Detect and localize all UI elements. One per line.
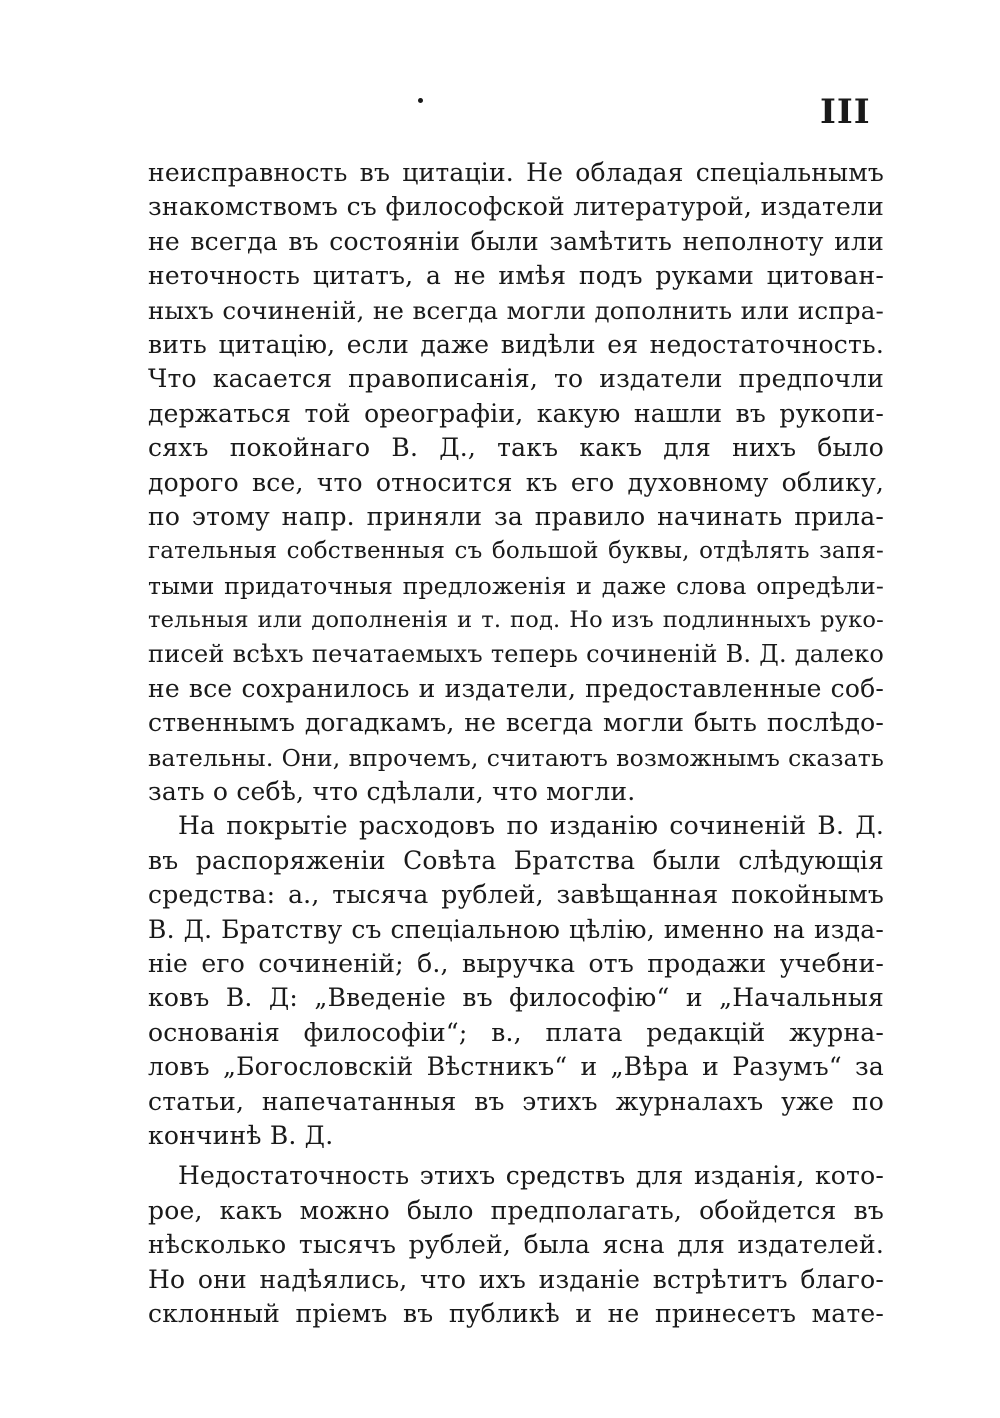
text-line: неисправность въ цитаціи. Не обладая спеціальнымъ bbox=[148, 158, 884, 187]
text-line: не всегда въ состояніи были замѣтить неполноту или bbox=[148, 226, 884, 256]
text-line: кончинѣ В. Д. bbox=[148, 1120, 334, 1150]
text-line: нѣсколько тысячъ рублей, была ясна для издателей. bbox=[148, 1230, 884, 1260]
text-line: по этому напр. приняли за правило начинать прила- bbox=[148, 501, 884, 531]
text-line: На покрытіе расходовъ по изданію сочиненій В. Д. bbox=[178, 811, 884, 841]
text-line: вательны. Они, впрочемъ, считаютъ возможнымъ сказать bbox=[148, 743, 884, 772]
text-line: гательныя собственныя съ большой буквы, отдѣлять запя- bbox=[148, 538, 884, 565]
text-line: неточность цитатъ, а не имѣя подъ руками цитован- bbox=[148, 261, 884, 291]
text-line: Что касается правописанія, то издатели предпочли bbox=[148, 364, 884, 394]
text-line: зать о себѣ, что сдѣлали, что могли. bbox=[148, 777, 636, 807]
text-line: ственнымъ догадкамъ, не всегда могли быть послѣдо- bbox=[148, 708, 884, 738]
text-line: статьи, напечатанныя въ этихъ журналахъ уже по bbox=[148, 1086, 884, 1116]
page-number: III bbox=[820, 92, 871, 132]
text-line: не все сохранилось и издатели, предоставленные соб- bbox=[148, 673, 884, 703]
text-line: В. Д. Братству съ спеціальною цѣлію, именно на изда- bbox=[148, 914, 884, 944]
text-line: основанія философіи“; в., плата редакцій журна- bbox=[148, 1017, 884, 1047]
text-line: склонный пріемъ въ публикѣ и не принесетъ мате- bbox=[148, 1298, 884, 1328]
printer-dot-mark bbox=[418, 98, 423, 103]
text-line: рое, какъ можно было предполагать, обойдется въ bbox=[148, 1195, 884, 1225]
text-line: ныхъ сочиненій, не всегда могли дополнить или испра- bbox=[148, 295, 884, 325]
text-line: тыми придаточныя предложенія и даже слова опредѣли- bbox=[148, 571, 884, 600]
text-line: дорого все, что относится къ его духовному облику, bbox=[148, 467, 884, 497]
text-line: ковъ В. Д: „Введеніе въ философію“ и „Начальныя bbox=[148, 983, 884, 1013]
text-line: Недостаточность этихъ средствъ для изданія, кото- bbox=[178, 1161, 884, 1191]
text-line: Но они надѣялись, что ихъ изданіе встрѣтитъ благо- bbox=[148, 1264, 884, 1294]
body-text bbox=[148, 156, 884, 1331]
text-line: вить цитацію, если даже видѣли ея недостаточность. bbox=[148, 329, 884, 359]
text-line: сяхъ покойнаго В. Д., такъ какъ для нихъ было bbox=[148, 433, 884, 463]
paragraph-3 bbox=[148, 1159, 884, 1331]
paragraph-2 bbox=[148, 809, 884, 1153]
text-line: держаться той ореографіи, какую нашли въ рукопи- bbox=[148, 398, 884, 428]
text-line: въ распоряженіи Совѣта Братства были слѣдующія bbox=[148, 845, 884, 875]
text-line: средства: а., тысяча рублей, завѣщанная покойнымъ bbox=[148, 880, 884, 910]
text-line: писей всѣхъ печатаемыхъ теперь сочиненій В. Д. далеко bbox=[148, 640, 884, 669]
text-line: тельныя или дополненія и т. под. Но изъ подлинныхъ руко- bbox=[148, 607, 884, 634]
text-line: знакомствомъ съ философской литературой, издатели bbox=[148, 192, 884, 222]
paragraph-1 bbox=[148, 156, 884, 809]
text-line: ніе его сочиненій; б., выручка отъ продажи учебни- bbox=[148, 948, 884, 978]
text-line: ловъ „Богословскій Вѣстникъ“ и „Вѣра и Разумъ“ за bbox=[148, 1052, 884, 1082]
